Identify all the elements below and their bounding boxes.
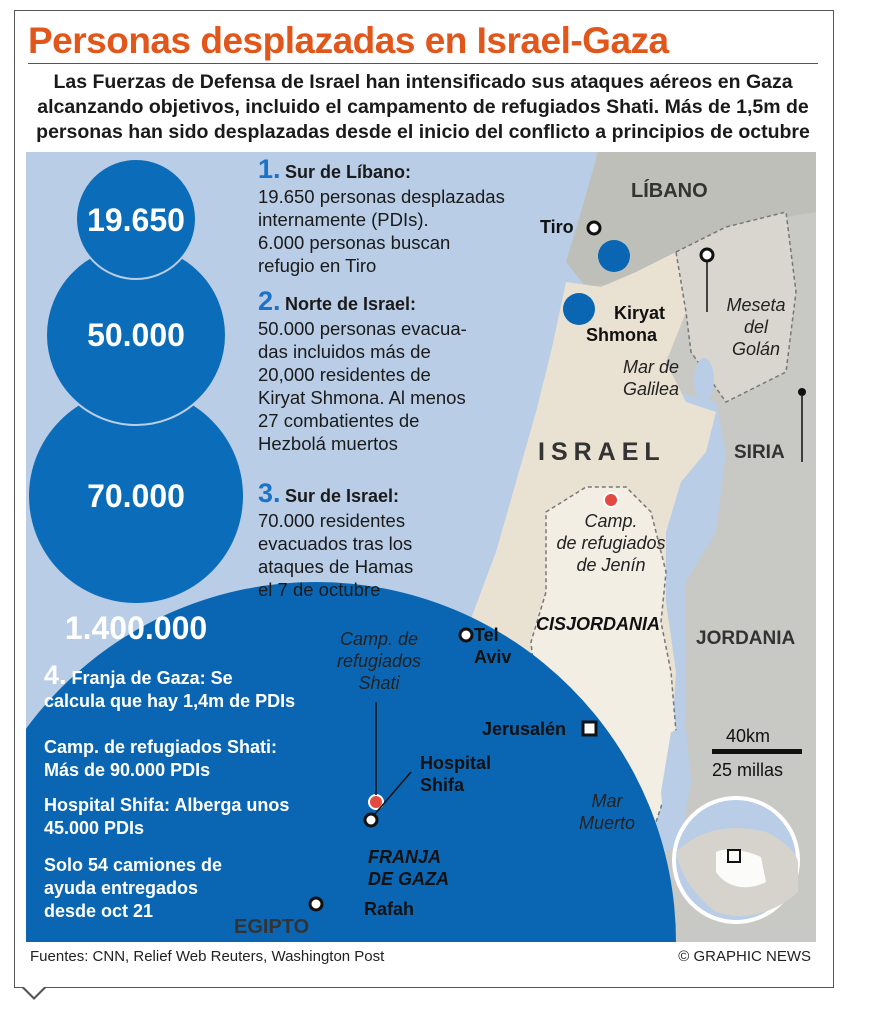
franja-line-1: FRANJA [368,847,442,867]
label-shati-camp [324,628,434,694]
item-south-lebanon [258,154,558,277]
label-jerusalen: Jerusalén [482,719,567,739]
item-2-number: 2. [258,286,281,316]
label-jenin-camp [541,510,681,576]
item-2-line-6: Hezbolá muertos [258,433,398,454]
item-north-israel [258,286,558,455]
jenin-line-3: de Jenín [576,555,646,575]
item-1-line-1: 19.650 personas desplazadas [258,186,505,207]
mar-muerto-line-1: Mar [591,791,623,811]
item-1-number: 1. [258,154,281,184]
gaza-trucks-line-3: desde oct 21 [44,901,154,921]
gaza-shifa-line-2: 45.000 PDIs [44,818,145,838]
subtitle: Las Fuerzas de Defensa de Israel han intensificado sus ataques aéreos en Gaza alcanzando objetivos, incluido el campamento de refugiados Shati. Más de 1,5m de personas han sido desplazadas desde el inicio del conflicto a principios de octubre [36,71,810,143]
tiro-dot [588,222,600,234]
gaza-shati-line-1: Camp. de refugiados Shati: [44,737,278,757]
sea-of-galilee [694,358,714,402]
label-tel-aviv [474,624,511,668]
south-lebanon-marker [598,240,630,272]
item-4-number: 4. [44,660,67,690]
shati-map-line-1: Camp. de [339,629,419,649]
item-2-line-2: das incluidos más de [258,341,431,362]
shati-map-line-2: refugiados [336,651,422,671]
gaza-shifa-line-1: Hospital Shifa: Alberga unos [44,795,290,815]
circle-gaza-value: 1.400.000 [64,610,208,646]
hospital-line-1: Hospital [420,753,492,773]
item-1-line-2: internamente (PDIs). [258,209,429,230]
label-egipto: EGIPTO [234,916,310,938]
syria-pointer-dot [798,388,806,396]
label-franja-gaza [368,846,449,890]
jenin-line-2: de refugiados [556,533,666,553]
item-3-number: 3. [258,478,281,508]
meseta-line-3: Golán [731,339,781,359]
label-israel: ISRAEL [538,438,666,466]
gaza-shati-line-2: Más de 90.000 PDIs [44,760,211,780]
meseta-line-2: del [743,317,769,337]
item-3-title: Sur de Israel: [284,486,400,506]
item-gaza-shati [44,736,364,782]
label-libano: LÍBANO [631,180,708,202]
meseta-line-1: Meseta [726,295,786,315]
jenin-line-1: Camp. [584,511,638,531]
item-2-line-5: 27 combatientes de [258,410,420,431]
item-2-line-1: 50.000 personas evacua- [258,318,467,339]
label-cisjordania: CISJORDANIA [536,614,661,634]
scale-miles-label: 25 millas [712,760,784,780]
kiryat-line-2: Shmona [586,325,658,345]
circle-70000-value: 70.000 [87,478,185,514]
label-siria: SIRIA [734,442,785,463]
circle-19650-value: 19.650 [87,202,185,238]
tel-aviv-line-2: Aviv [474,647,512,667]
item-3-line-2: evacuados tras los [258,533,413,554]
jenin-marker [604,493,618,507]
shati-map-line-3: Shati [358,673,400,693]
galilea-line-1: Mar de [622,357,680,377]
galilea-line-2: Galilea [622,379,680,399]
footer-sources: Fuentes: CNN, Relief Web Reuters, Washington Post [30,948,385,965]
scale-bar [712,749,802,754]
item-south-israel [258,478,558,601]
hospital-line-2: Shifa [420,775,465,795]
label-mar-muerto [562,790,652,834]
item-1-line-4: refugio en Tiro [258,255,377,276]
map-panel [26,152,816,942]
footer-credit: © GRAPHIC NEWS [678,948,811,965]
item-3-line-1: 70.000 residentes [258,510,406,531]
title-divider [28,63,818,64]
franja-line-2: DE GAZA [368,869,449,889]
item-4-title-line-1: Franja de Gaza: Se [71,668,233,688]
item-3-line-4: el 7 de octubre [258,579,381,600]
label-kiryat-shmona [586,302,665,346]
item-gaza-trucks [44,854,364,923]
item-1-line-3: 6.000 personas buscan [258,232,451,253]
circle-50000-value: 50.000 [87,317,185,353]
label-rafah: Rafah [364,899,415,919]
label-hospital-shifa [420,752,491,796]
page-title: Personas desplazadas en Israel-Gaza [28,20,669,61]
mar-muerto-line-2: Muerto [578,813,636,833]
label-golan [711,294,801,360]
item-gaza-header [44,660,364,713]
item-4-title-line-2: calcula que hay 1,4m de PDIs [44,691,296,711]
gaza-trucks-line-1: Solo 54 camiones de [44,855,223,875]
item-2-title: Norte de Israel: [284,294,417,314]
item-2-line-3: 20,000 residentes de [258,364,431,385]
scale-km-label: 40km [726,726,771,746]
shifa-dot [365,814,377,826]
item-gaza-shifa [44,794,364,840]
item-2-line-4: Kiryat Shmona. Al menos [258,387,466,408]
item-3-line-3: ataques de Hamas [258,556,414,577]
label-tiro: Tiro [540,217,574,237]
label-jordania: JORDANIA [696,628,796,649]
gaza-trucks-line-2: ayuda entregados [44,878,199,898]
kiryat-shmona-dot [701,249,713,261]
tel-aviv-dot [460,629,472,641]
label-mar-galilea [606,356,696,400]
south-israel-marker [438,809,470,841]
item-1-title: Sur de Líbano: [284,162,411,182]
kiryat-line-1: Kiryat [614,303,666,323]
jerusalem-marker [583,722,596,735]
tel-aviv-line-1: Tel [474,625,499,645]
